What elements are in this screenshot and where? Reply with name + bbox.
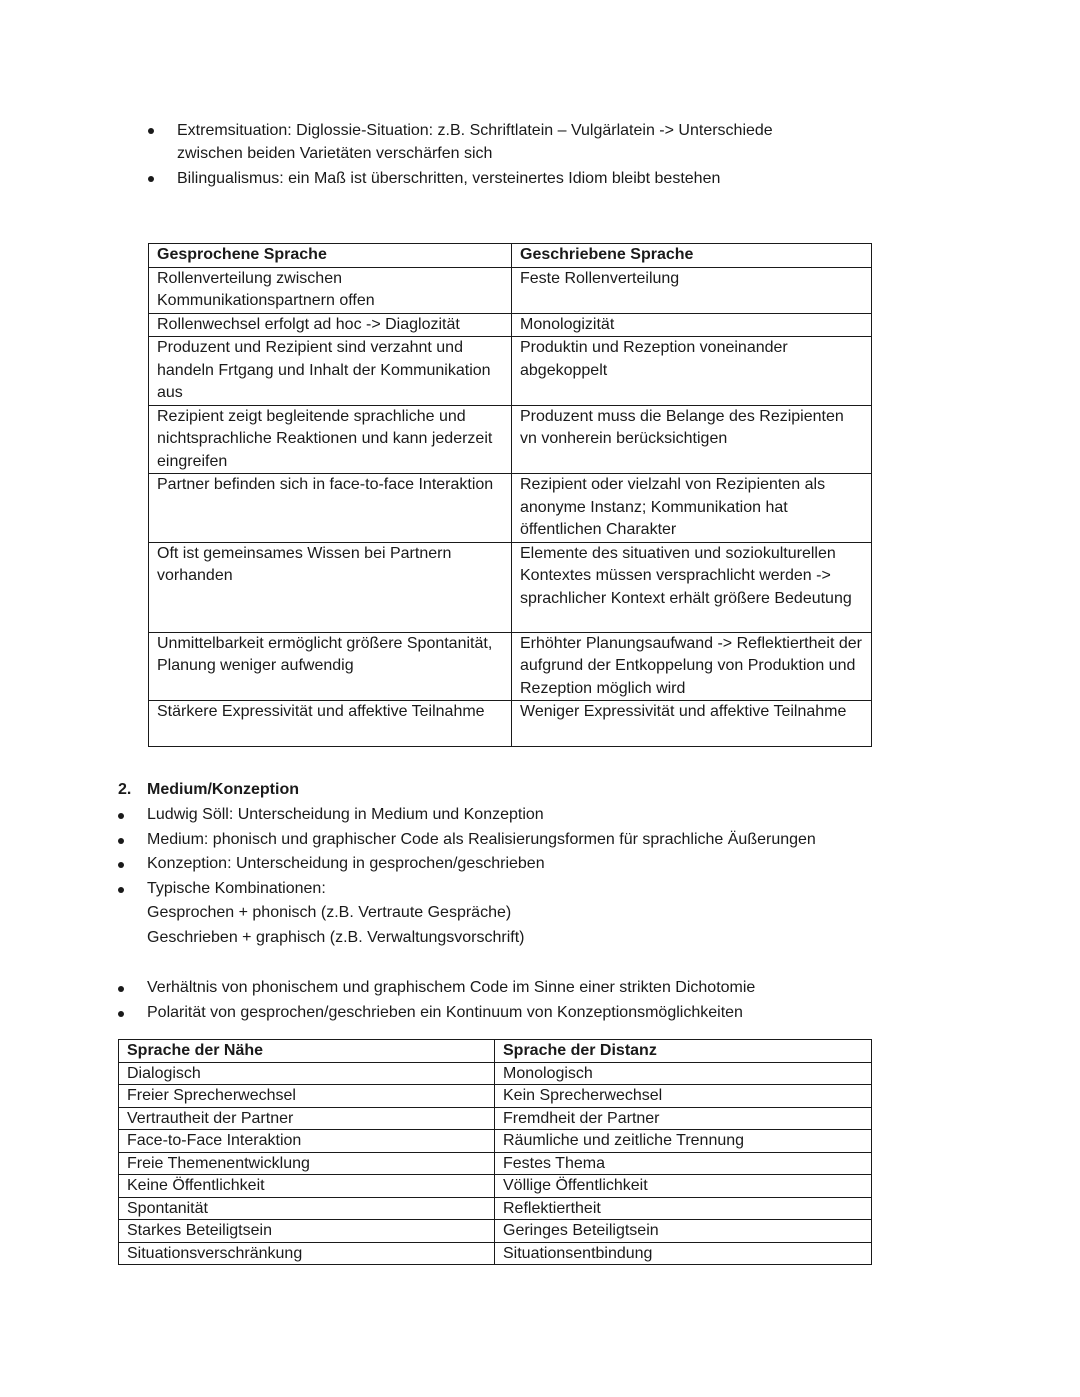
section-title-text: Medium/Konzeption xyxy=(147,781,299,798)
table-cell: Geringes Beteiligtsein xyxy=(495,1220,872,1243)
table-cell: Reflektiertheit xyxy=(495,1197,872,1220)
table-cell: Unmittelbarkeit ermöglicht größere Spontanität, Planung weniger aufwendig xyxy=(149,632,512,701)
table-cell: Monologizität xyxy=(512,313,872,337)
proximity-vs-distance-table xyxy=(118,1039,872,1265)
bullet-text: Polarität von gesprochen/geschrieben ein Kontinuum von Konzeptionsmöglichkeiten xyxy=(147,1003,743,1021)
table-cell: Rollenverteilung zwischen Kommunikationspartnern offen xyxy=(149,267,512,313)
table-header-row xyxy=(119,1040,872,1063)
table-cell: Produzent muss die Belange des Rezipienten vn vonherein berücksichtigen xyxy=(512,405,872,474)
bullet-icon xyxy=(118,887,124,893)
column-header: Gesprochene Sprache xyxy=(149,244,512,268)
column-header: Geschriebene Sprache xyxy=(512,244,872,268)
table-cell: Spontanität xyxy=(119,1197,495,1220)
list-item xyxy=(118,976,918,1001)
bullet-icon xyxy=(118,813,124,819)
table-row xyxy=(149,405,872,474)
table-cell: Face-to-Face Interaktion xyxy=(119,1130,495,1153)
table-cell: Dialogisch xyxy=(119,1062,495,1085)
table-cell: Starkes Beteiligtsein xyxy=(119,1220,495,1243)
bullet-icon xyxy=(118,1011,124,1017)
table-row xyxy=(149,542,872,632)
table-cell: Kein Sprecherwechsel xyxy=(495,1085,872,1108)
table-cell: Elemente des situativen und soziokulturellen Kontextes müssen versprachlicht werden -> sprachlicher Kontext erhält größere Bedeutung xyxy=(512,542,872,632)
list-item xyxy=(148,119,868,165)
bullet-icon xyxy=(118,862,124,868)
table-cell: Partner befinden sich in face-to-face Interaktion xyxy=(149,474,512,543)
section-heading xyxy=(118,779,299,801)
table-cell: Feste Rollenverteilung xyxy=(512,267,872,313)
table-cell: Rollenwechsel erfolgt ad hoc -> Diaglozität xyxy=(149,313,512,337)
medium-konzeption-bullet-list xyxy=(118,803,918,950)
table-row xyxy=(119,1220,872,1243)
bullet-text: Bilingualismus: ein Maß ist überschritten, versteinertes Idiom bleibt bestehen xyxy=(177,170,721,187)
combination-line: Gesprochen + phonisch (z.B. Vertraute Gespräche) xyxy=(147,904,512,921)
column-header: Sprache der Nähe xyxy=(119,1040,495,1063)
table-row xyxy=(119,1197,872,1220)
list-item xyxy=(118,877,918,951)
table-header-row xyxy=(149,244,872,268)
table-cell: Stärkere Expressivität und affektive Teilnahme xyxy=(149,701,512,747)
table-cell: Erhöhter Planungsaufwand -> Reflektiertheit der aufgrund der Entkoppelung von Produktion und Rezeption möglich wird xyxy=(512,632,872,701)
list-item xyxy=(148,167,868,190)
bullet-icon xyxy=(118,838,124,844)
table-row xyxy=(149,337,872,406)
table-row xyxy=(149,267,872,313)
list-item xyxy=(118,803,918,828)
bullet-icon xyxy=(148,128,154,134)
table-cell: Freie Themenentwicklung xyxy=(119,1152,495,1175)
table-cell: Produktin und Rezeption voneinander abgekoppelt xyxy=(512,337,872,406)
list-item xyxy=(118,828,918,853)
table-row xyxy=(149,313,872,337)
table-cell: Fremdheit der Partner xyxy=(495,1107,872,1130)
bullet-icon xyxy=(148,176,154,182)
bullet-text: Typische Kombinationen: xyxy=(147,879,326,897)
combination-line: Geschrieben + graphisch (z.B. Verwaltungsvorschrift) xyxy=(147,928,525,946)
table-cell: Weniger Expressivität und affektive Teilnahme xyxy=(512,701,872,747)
bullet-text: Medium: phonisch und graphischer Code als Realisierungsformen für sprachliche Äußerungen xyxy=(147,830,816,848)
table-cell: Produzent und Rezipient sind verzahnt und handeln Frtgang und Inhalt der Kommunikation aus xyxy=(149,337,512,406)
table-row xyxy=(119,1152,872,1175)
table-cell: Vertrautheit der Partner xyxy=(119,1107,495,1130)
list-item xyxy=(118,852,918,877)
intro-bullet-list xyxy=(148,119,868,192)
table-row xyxy=(119,1242,872,1265)
bullet-icon xyxy=(118,986,124,992)
table-cell: Situationsverschränkung xyxy=(119,1242,495,1265)
bullet-text: Konzeption: Unterscheidung in gesprochen/geschrieben xyxy=(147,855,545,872)
table-cell: Rezipient oder vielzahl von Rezipienten als anonyme Instanz; Kommunikation hat öffentlichen Charakter xyxy=(512,474,872,543)
table-cell: Situationsentbindung xyxy=(495,1242,872,1265)
table-row xyxy=(119,1175,872,1198)
bullet-text: Ludwig Söll: Unterscheidung in Medium und Konzeption xyxy=(147,806,544,823)
bullet-text: Verhältnis von phonischem und graphischem Code im Sinne einer strikten Dichotomie xyxy=(147,979,756,996)
table-cell: Rezipient zeigt begleitende sprachliche und nichtsprachliche Reaktionen und kann jederzeit eingreifen xyxy=(149,405,512,474)
table-cell: Völlige Öffentlichkeit xyxy=(495,1175,872,1198)
bullet-text: Extremsituation: Diglossie-Situation: z.B. Schriftlatein – Vulgärlatein -> Unterschiede xyxy=(177,122,773,139)
column-header: Sprache der Distanz xyxy=(495,1040,872,1063)
table-row xyxy=(149,474,872,543)
table-cell: Freier Sprecherwechsel xyxy=(119,1085,495,1108)
table-cell: Räumliche und zeitliche Trennung xyxy=(495,1130,872,1153)
section-number: 2. xyxy=(118,781,132,798)
table-cell: Oft ist gemeinsames Wissen bei Partnern vorhanden xyxy=(149,542,512,632)
table-cell: Keine Öffentlichkeit xyxy=(119,1175,495,1198)
table-cell: Monologisch xyxy=(495,1062,872,1085)
table-row xyxy=(119,1130,872,1153)
spoken-vs-written-table xyxy=(148,243,872,747)
table-row xyxy=(149,632,872,701)
table-row xyxy=(149,701,872,747)
bullet-text: zwischen beiden Varietäten verschärfen sich xyxy=(177,145,493,162)
table-row xyxy=(119,1085,872,1108)
table-row xyxy=(119,1107,872,1130)
table-cell: Festes Thema xyxy=(495,1152,872,1175)
dichotomy-bullet-list xyxy=(118,976,918,1025)
table-row xyxy=(119,1062,872,1085)
list-item xyxy=(118,1001,918,1026)
